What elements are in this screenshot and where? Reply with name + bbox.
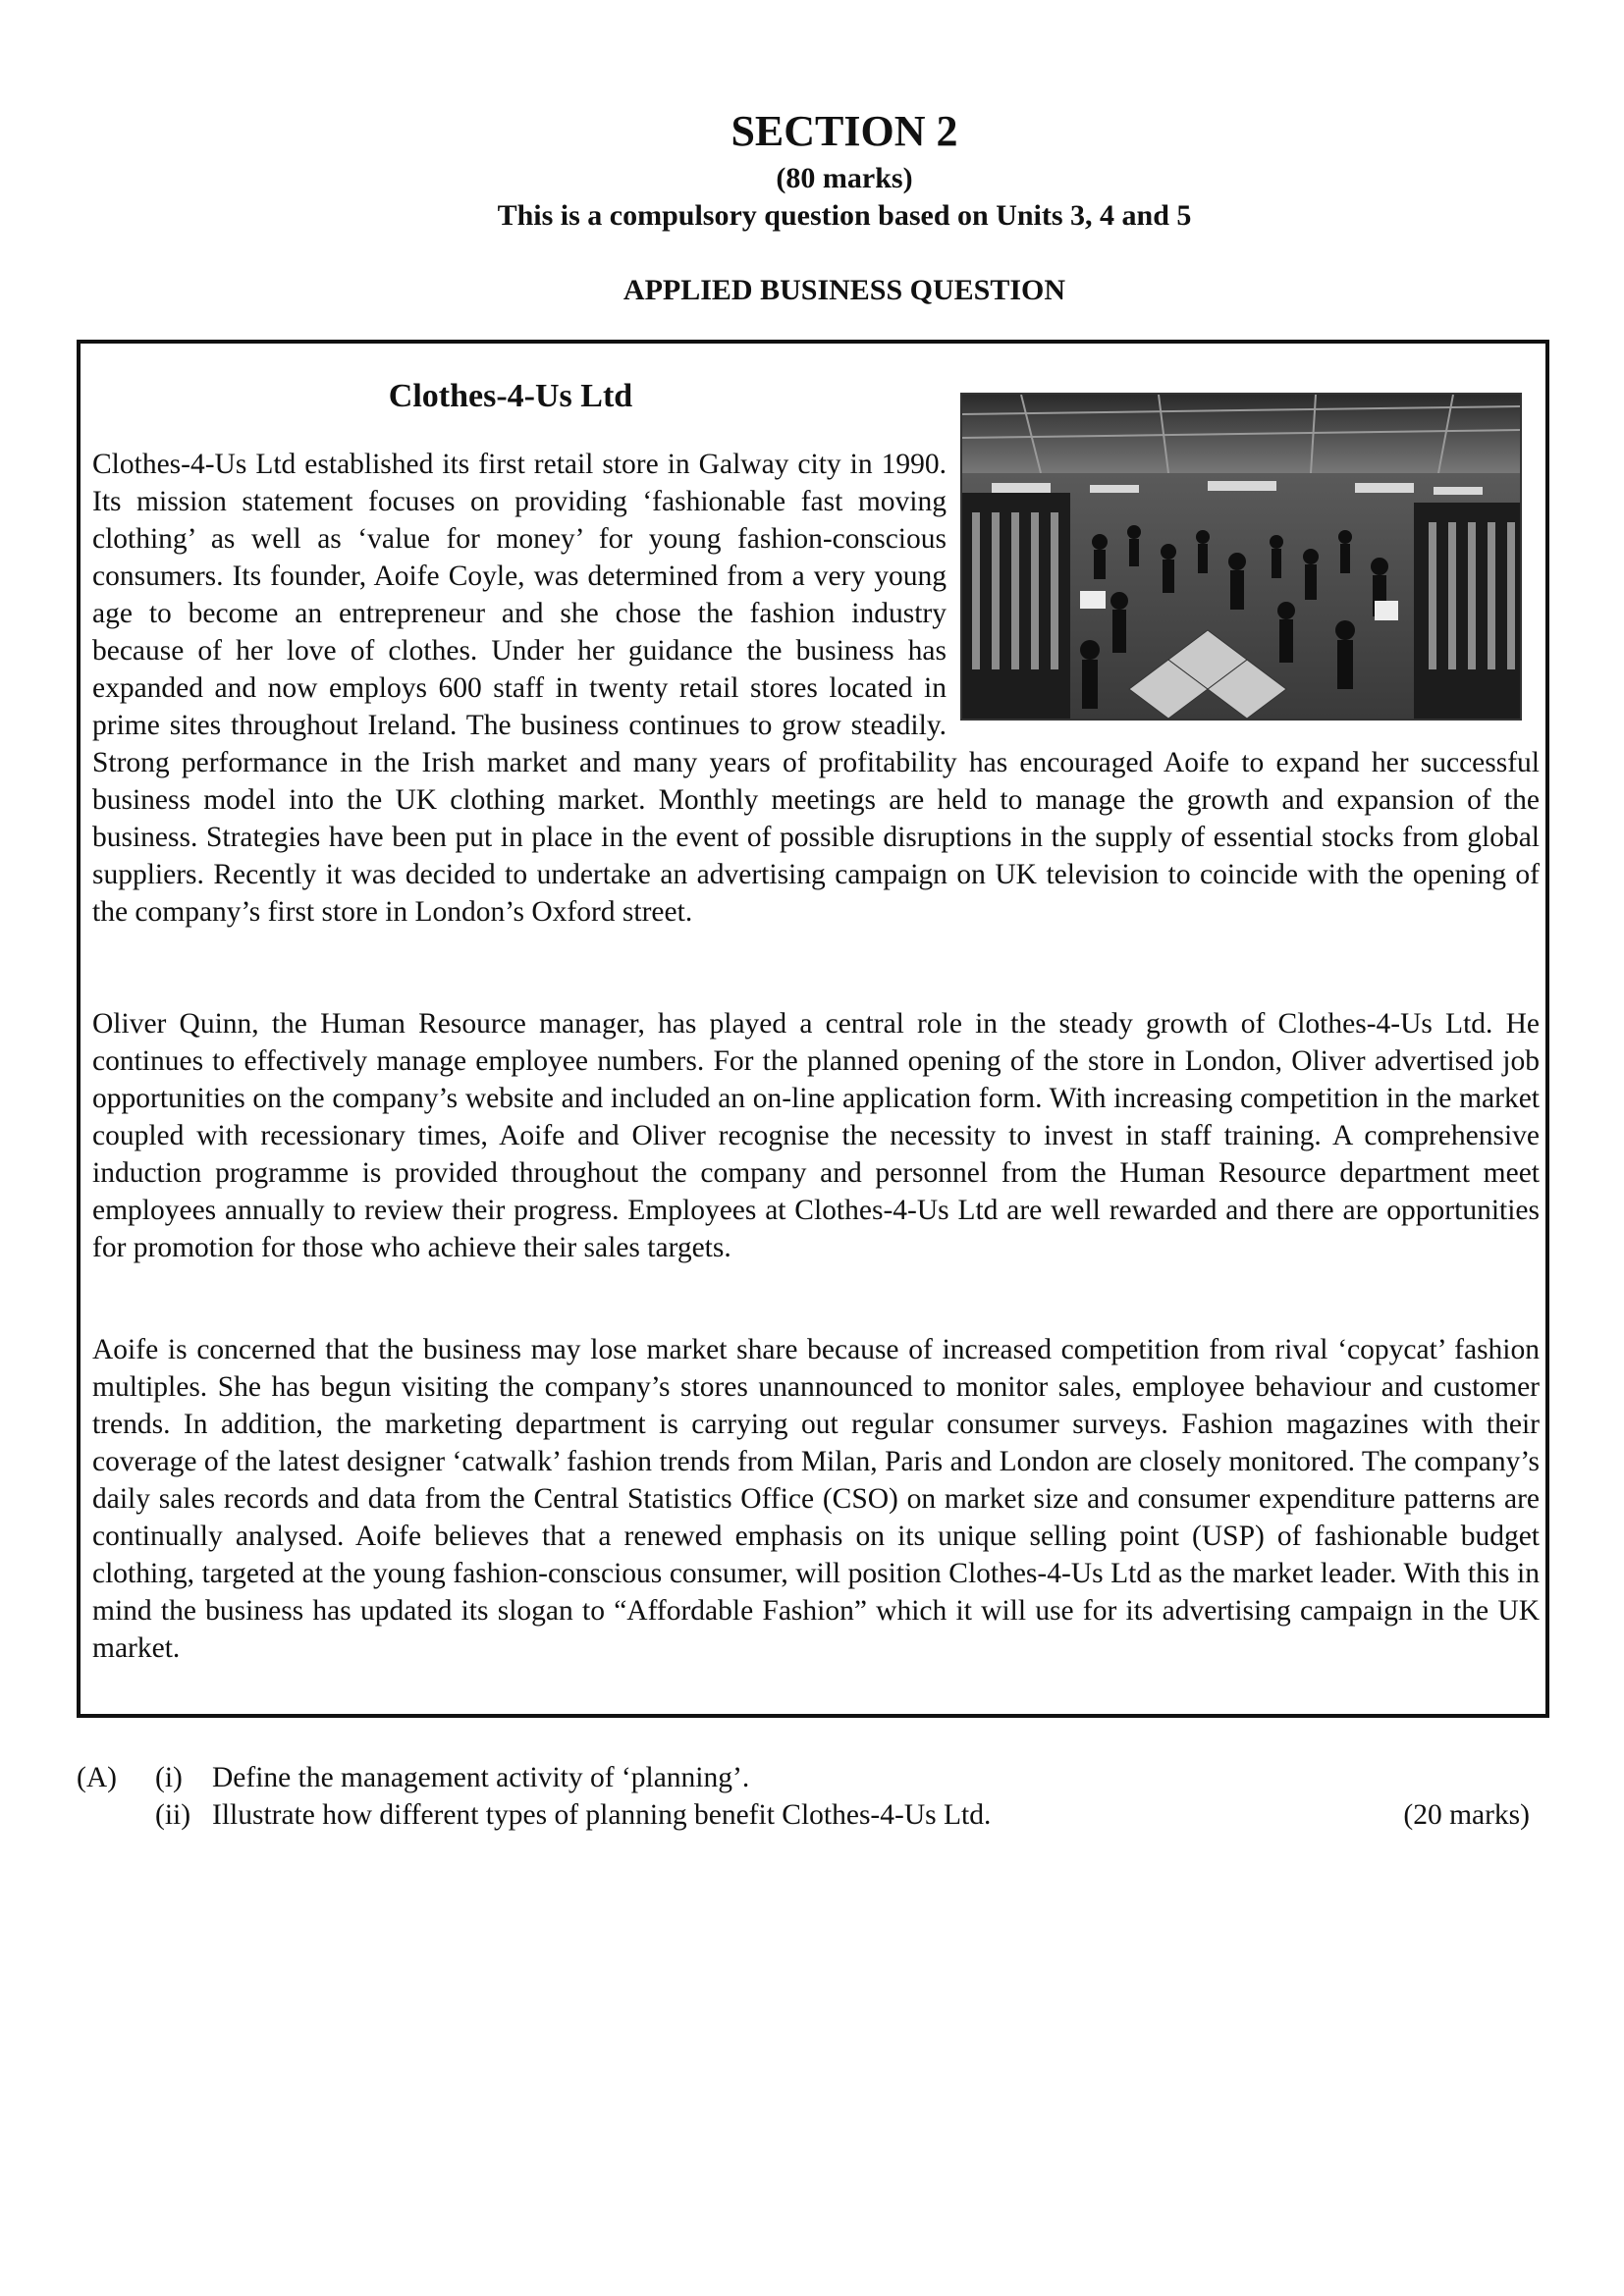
section-marks: (80 marks) bbox=[776, 162, 913, 194]
case-paragraph-1 bbox=[92, 446, 1540, 931]
question-part-text: Define the management activity of ‘planning’. bbox=[212, 1762, 750, 1793]
question-type-heading: APPLIED BUSINESS QUESTION bbox=[623, 274, 1066, 306]
question-part-number: (i) bbox=[155, 1762, 183, 1793]
question-part-ii bbox=[77, 1796, 1530, 1834]
case-paragraph-2: Oliver Quinn, the Human Resource manager, has played a central role in the steady growth of Clothes-4-Us Ltd. He continues to effectively manage employee numbers. For the planned opening of the store in London, Oliver advertised job opportunities on the company’s website and included an on-line application form. With increasing competition in the market coupled with recessionary times, Aoife and Oliver recognise the necessity to invest in staff training. A comprehensive induction programme is provided throughout the company and personnel from the Human Resource department meet employees annually to review their progress. Employees at Clothes-4-Us Ltd are well rewarded and there are opportunities for promotion for those who achieve their sales targets. bbox=[92, 1008, 1540, 1263]
case-paragraph-1-text: Clothes-4-Us Ltd established its first retail store in Galway city in 1990. Its mission statement focuses on providing ‘fashionable fast moving clothing’ as well as ‘value for money’ for young fashion-conscious consumers. Its founder, Aoife Coyle, was determined from a very young age to become an entrepreneur and she chose the fashion industry because of her love of clothes. Under her guidance the business has expanded and now employs 600 staff in twenty retail stores located in prime sites throughout Ireland. The business continues to grow steadily. Strong performance in the Irish market and many years of profitability has encouraged Aoife to expand her successful business model into the UK clothing market. Monthly meetings are held to manage the growth and expansion of the business. Strategies have been put in place in the event of possible disruptions in the supply of essential stocks from global suppliers. Recently it was decided to undertake an advertising campaign on UK television to coincide with the opening of the company’s first store in London’s Oxford street. bbox=[92, 449, 1540, 928]
question-letter: (A) bbox=[77, 1762, 117, 1793]
question-marks: (20 marks) bbox=[1403, 1799, 1530, 1831]
compulsory-note: This is a compulsory question based on Units 3, 4 and 5 bbox=[497, 199, 1192, 232]
question-part-text: Illustrate how different types of planning benefit Clothes-4-Us Ltd. bbox=[212, 1799, 992, 1831]
question-a bbox=[77, 1759, 1530, 1834]
question-part-number: (ii) bbox=[155, 1799, 191, 1831]
question-part-i bbox=[77, 1759, 1530, 1796]
case-study-title: Clothes-4-Us Ltd bbox=[388, 378, 633, 414]
photo-float-spacer bbox=[978, 446, 1540, 726]
section-title: SECTION 2 bbox=[731, 107, 958, 155]
case-paragraph-3: Aoife is concerned that the business may lose market share because of increased competition from rival ‘copycat’ fashion multiples. She has begun visiting the company’s stores unannounced to monitor sales, employee behaviour and customer trends. In addition, the marketing department is carrying out regular consumer surveys. Fashion magazines with their coverage of the latest designer ‘catwalk’ fashion trends from Milan, Paris and London are closely monitored. The company’s daily sales records and data from the Central Statistics Office (CSO) on market size and consumer expenditure patterns are continually analysed. Aoife believes that a renewed emphasis on its unique selling point (USP) of fashionable budget clothing, targeted at the young fashion-conscious consumer, will position Clothes-4-Us Ltd as the market leader. With this in mind the business has updated its slogan to “Affordable Fashion” which it will use for its advertising campaign in the UK market. bbox=[92, 1334, 1540, 1664]
